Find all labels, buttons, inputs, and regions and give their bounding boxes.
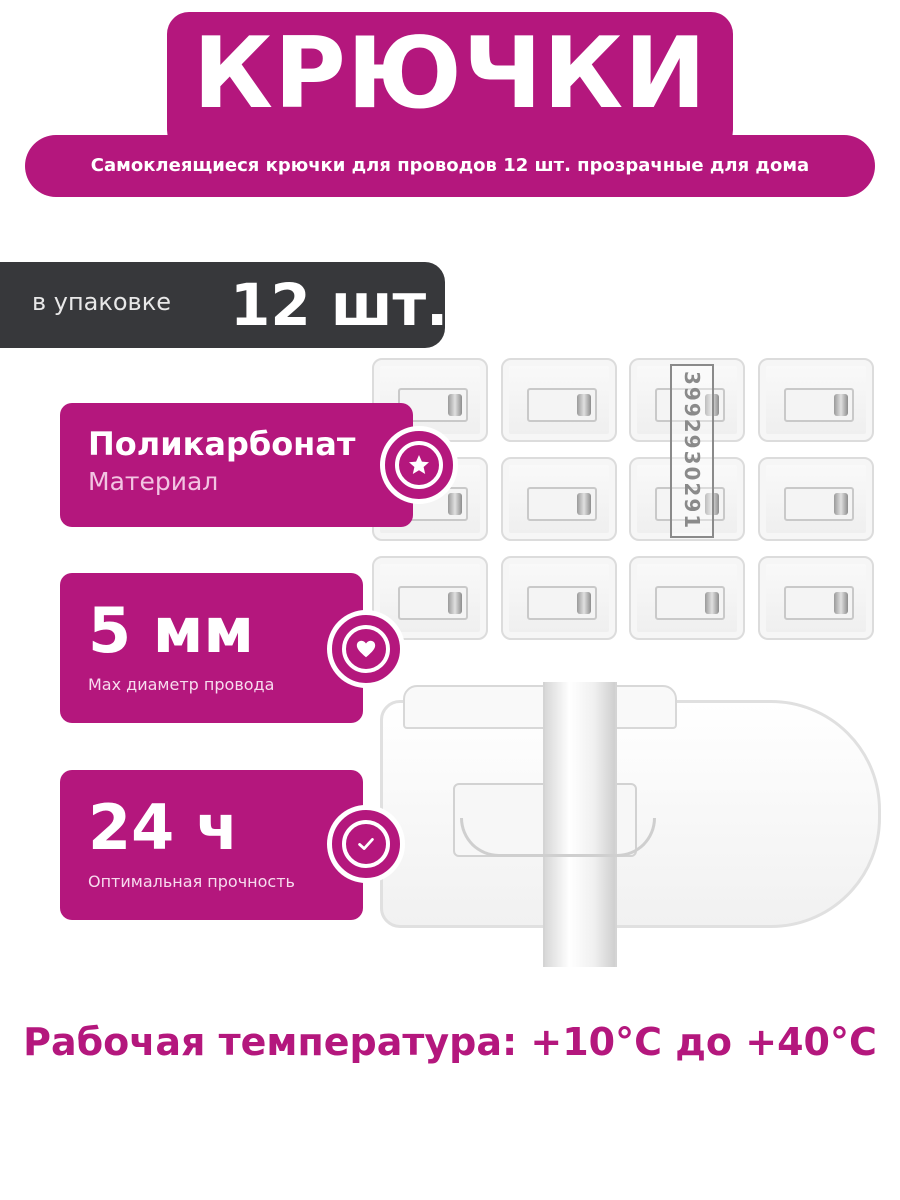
page-title: КРЮЧКИ bbox=[192, 17, 708, 131]
hook-image bbox=[629, 556, 745, 640]
hook-image bbox=[758, 358, 874, 442]
feature-caption: Max диаметр провода bbox=[88, 675, 275, 694]
heart-badge bbox=[327, 610, 405, 688]
star-badge bbox=[380, 426, 458, 504]
feature-value: 5 мм bbox=[88, 594, 255, 667]
pack-label: в упаковке bbox=[32, 288, 171, 316]
feature-value: 24 ч bbox=[88, 791, 239, 864]
hook-image bbox=[501, 358, 617, 442]
checkmark-badge bbox=[327, 805, 405, 883]
temperature-note: Рабочая температура: +10°C до +40°C bbox=[23, 1020, 877, 1064]
checkmark-icon bbox=[355, 833, 377, 855]
page-subtitle: Самоклеящиеся крючки для проводов 12 шт. прозрачные для дома bbox=[90, 155, 810, 176]
feature-card-diameter bbox=[60, 573, 363, 723]
hook-strap bbox=[460, 818, 656, 857]
pack-count: 12 шт. bbox=[230, 271, 449, 339]
large-hook-image bbox=[380, 700, 881, 928]
feature-caption: Оптимальная прочность bbox=[88, 872, 295, 891]
star-icon bbox=[407, 453, 431, 477]
feature-card-strength bbox=[60, 770, 363, 920]
hooks-grid bbox=[372, 358, 872, 648]
stamp-number: 3992930291 bbox=[670, 364, 714, 538]
hook-image bbox=[758, 457, 874, 541]
heart-icon bbox=[355, 638, 377, 660]
hook-image bbox=[758, 556, 874, 640]
feature-title: Поликарбонат bbox=[88, 425, 356, 463]
feature-card-material bbox=[60, 403, 413, 527]
feature-subtitle: Материал bbox=[88, 467, 219, 496]
hook-image bbox=[501, 556, 617, 640]
hook-image bbox=[501, 457, 617, 541]
